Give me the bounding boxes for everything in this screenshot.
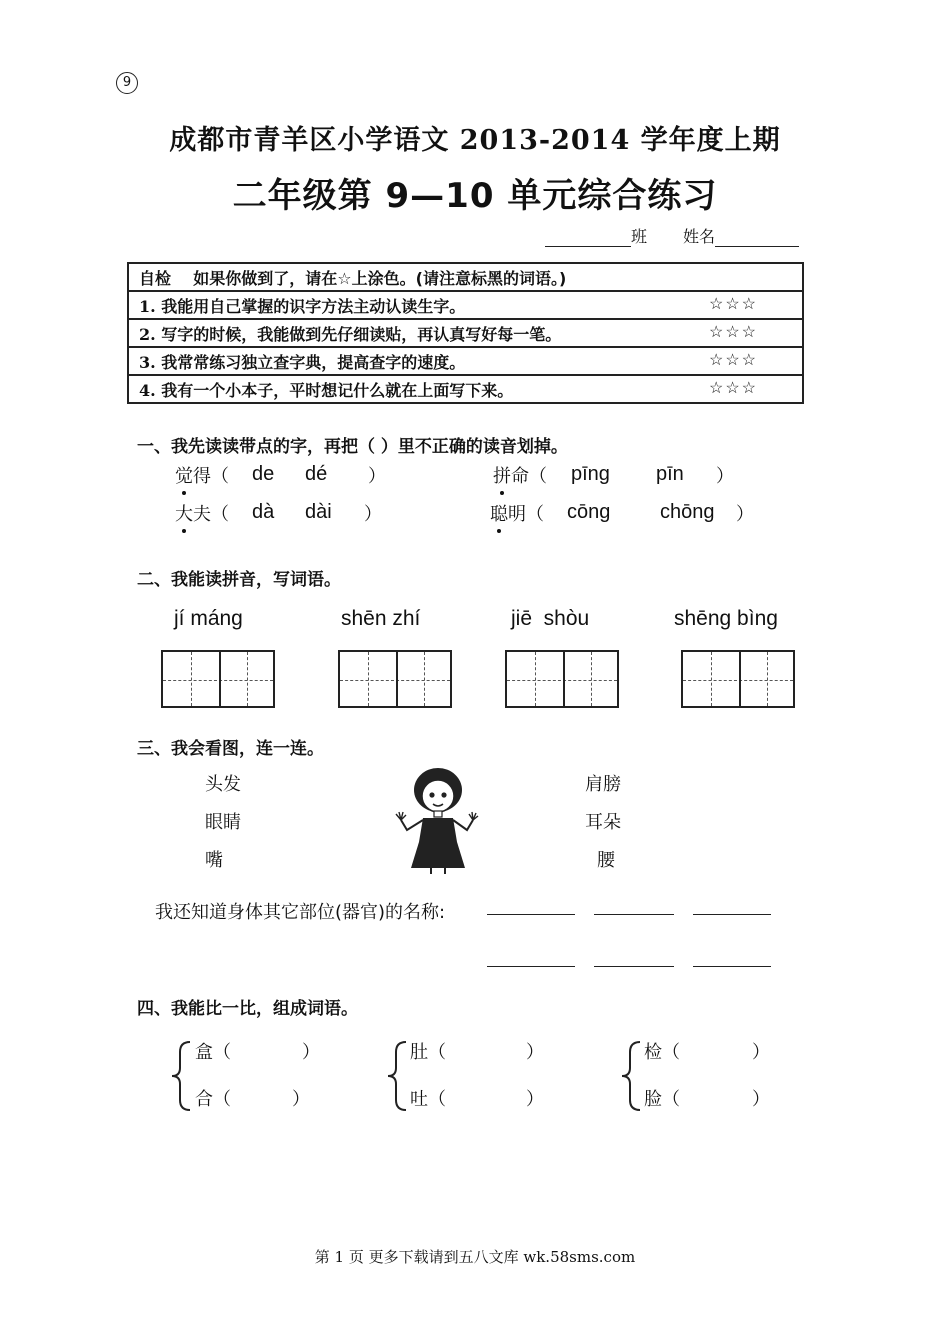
paren-close: ） bbox=[752, 1089, 770, 1110]
paren-close: ） bbox=[302, 1042, 320, 1063]
compare-char-bottom: 脸（ bbox=[644, 1089, 680, 1110]
pinyin-prompt: jiē shòu bbox=[511, 607, 590, 630]
brace-icon bbox=[620, 1040, 644, 1112]
other-parts-prompt: 我还知道身体其它部位(器官)的名称: bbox=[155, 902, 446, 923]
paren-close: ） bbox=[526, 1042, 544, 1063]
self-check-table bbox=[127, 262, 804, 404]
paren-open: （ bbox=[529, 466, 547, 487]
title-line-2: 二年级第 9—10 单元综合练习 bbox=[232, 176, 718, 216]
paren-close: ） bbox=[364, 504, 382, 525]
class-blank bbox=[545, 228, 631, 247]
pinyin-option[interactable]: dé bbox=[305, 463, 328, 485]
dotted-char: 拼 bbox=[493, 466, 511, 487]
paren-close: ） bbox=[526, 1089, 544, 1110]
star-rating[interactable]: ☆☆☆ bbox=[708, 377, 758, 397]
q1-item bbox=[175, 462, 229, 488]
self-check-row bbox=[128, 375, 803, 403]
pinyin-option[interactable]: dà bbox=[252, 501, 275, 523]
compare-char-bottom: 吐（ bbox=[410, 1089, 446, 1110]
pinyin-prompt: shēn zhí bbox=[341, 607, 421, 630]
answer-line[interactable] bbox=[487, 914, 575, 915]
q1-item bbox=[493, 462, 547, 488]
class-label: 班 bbox=[631, 227, 648, 246]
writing-grid[interactable] bbox=[505, 650, 619, 708]
pinyin-option[interactable]: cōng bbox=[567, 501, 611, 523]
pinyin-option[interactable]: de bbox=[252, 463, 275, 485]
self-check-heading: 自检 bbox=[139, 268, 172, 288]
page-sequence-number: 9 bbox=[116, 72, 138, 94]
writing-grid[interactable] bbox=[681, 650, 795, 708]
paren-close: ） bbox=[716, 466, 734, 487]
q1-title: 一、我先读读带点的字，再把（ ）里不正确的读音划掉。 bbox=[137, 437, 568, 457]
char: 夫 bbox=[193, 504, 211, 525]
body-part-right[interactable]: 肩膀 bbox=[585, 774, 621, 795]
pinyin-option[interactable]: chōng bbox=[660, 501, 715, 523]
compare-char-top: 盒（ bbox=[195, 1042, 231, 1063]
paren-open: （ bbox=[211, 504, 229, 525]
pinyin-prompt: shēng bìng bbox=[674, 607, 778, 630]
star-rating[interactable]: ☆☆☆ bbox=[708, 321, 758, 341]
self-check-instruction: 如果你做到了，请在☆上涂色。(请注意标黑的词语。) bbox=[193, 268, 567, 288]
name-field bbox=[683, 224, 799, 247]
self-check-item: 1. 我能用自己掌握的识字方法主动认读生字。 bbox=[139, 296, 466, 316]
class-field bbox=[545, 224, 647, 247]
answer-line[interactable] bbox=[487, 966, 575, 967]
body-part-left[interactable]: 眼睛 bbox=[205, 812, 241, 833]
answer-line[interactable] bbox=[594, 914, 674, 915]
paren-close: ） bbox=[736, 504, 754, 525]
paren-open: （ bbox=[526, 504, 544, 525]
body-part-right[interactable]: 腰 bbox=[597, 850, 615, 871]
title-line-1: 成都市青羊区小学语文 2013-2014 学年度上期 bbox=[169, 125, 781, 156]
brace-icon bbox=[386, 1040, 410, 1112]
girl-illustration bbox=[393, 764, 479, 874]
self-check-row bbox=[128, 347, 803, 375]
compare-char-top: 检（ bbox=[644, 1042, 680, 1063]
paren-close: ） bbox=[752, 1042, 770, 1063]
body-part-left[interactable]: 头发 bbox=[205, 774, 241, 795]
answer-line[interactable] bbox=[693, 914, 771, 915]
name-label: 姓名 bbox=[683, 227, 716, 246]
pinyin-prompt: jí máng bbox=[174, 607, 243, 630]
self-check-item: 2. 写字的时候，我能做到先仔细读贴，再认真写好每一笔。 bbox=[139, 324, 562, 344]
q1-item bbox=[175, 500, 229, 526]
answer-line[interactable] bbox=[594, 966, 674, 967]
body-part-left[interactable]: 嘴 bbox=[205, 850, 223, 871]
q4-title: 四、我能比一比，组成词语。 bbox=[137, 999, 358, 1019]
dotted-char: 觉 bbox=[175, 466, 193, 487]
self-check-row bbox=[128, 291, 803, 319]
page-footer: 第 1 页 更多下载请到五八文库 wk.58sms.com bbox=[314, 1248, 636, 1266]
writing-grid[interactable] bbox=[161, 650, 275, 708]
body-part-right[interactable]: 耳朵 bbox=[585, 812, 621, 833]
q3-title: 三、我会看图，连一连。 bbox=[137, 739, 324, 759]
char: 明 bbox=[508, 504, 526, 525]
pinyin-option[interactable]: dài bbox=[305, 501, 332, 523]
star-rating[interactable]: ☆☆☆ bbox=[708, 293, 758, 313]
char: 得 bbox=[193, 466, 211, 487]
self-check-row bbox=[128, 319, 803, 347]
compare-char-top: 肚（ bbox=[410, 1042, 446, 1063]
char: 命 bbox=[511, 466, 529, 487]
dotted-char: 聪 bbox=[490, 504, 508, 525]
paren-open: （ bbox=[211, 466, 229, 487]
brace-icon bbox=[170, 1040, 194, 1112]
dotted-char: 大 bbox=[175, 504, 193, 525]
q2-title: 二、我能读拼音，写词语。 bbox=[137, 570, 341, 590]
self-check-item: 4. 我有一个小本子，平时想记什么就在上面写下来。 bbox=[139, 380, 514, 400]
paren-close: ） bbox=[292, 1089, 310, 1110]
paren-close: ） bbox=[368, 466, 386, 487]
pinyin-option[interactable]: pīn bbox=[656, 463, 684, 485]
writing-grid[interactable] bbox=[338, 650, 452, 708]
star-rating[interactable]: ☆☆☆ bbox=[708, 349, 758, 369]
self-check-header-row bbox=[128, 263, 803, 291]
compare-char-bottom: 合（ bbox=[195, 1089, 231, 1110]
name-blank bbox=[715, 228, 799, 247]
answer-line[interactable] bbox=[693, 966, 771, 967]
q1-item bbox=[490, 500, 544, 526]
self-check-item: 3. 我常常练习独立查字典，提高查字的速度。 bbox=[139, 352, 466, 372]
pinyin-option[interactable]: pīng bbox=[571, 463, 610, 485]
